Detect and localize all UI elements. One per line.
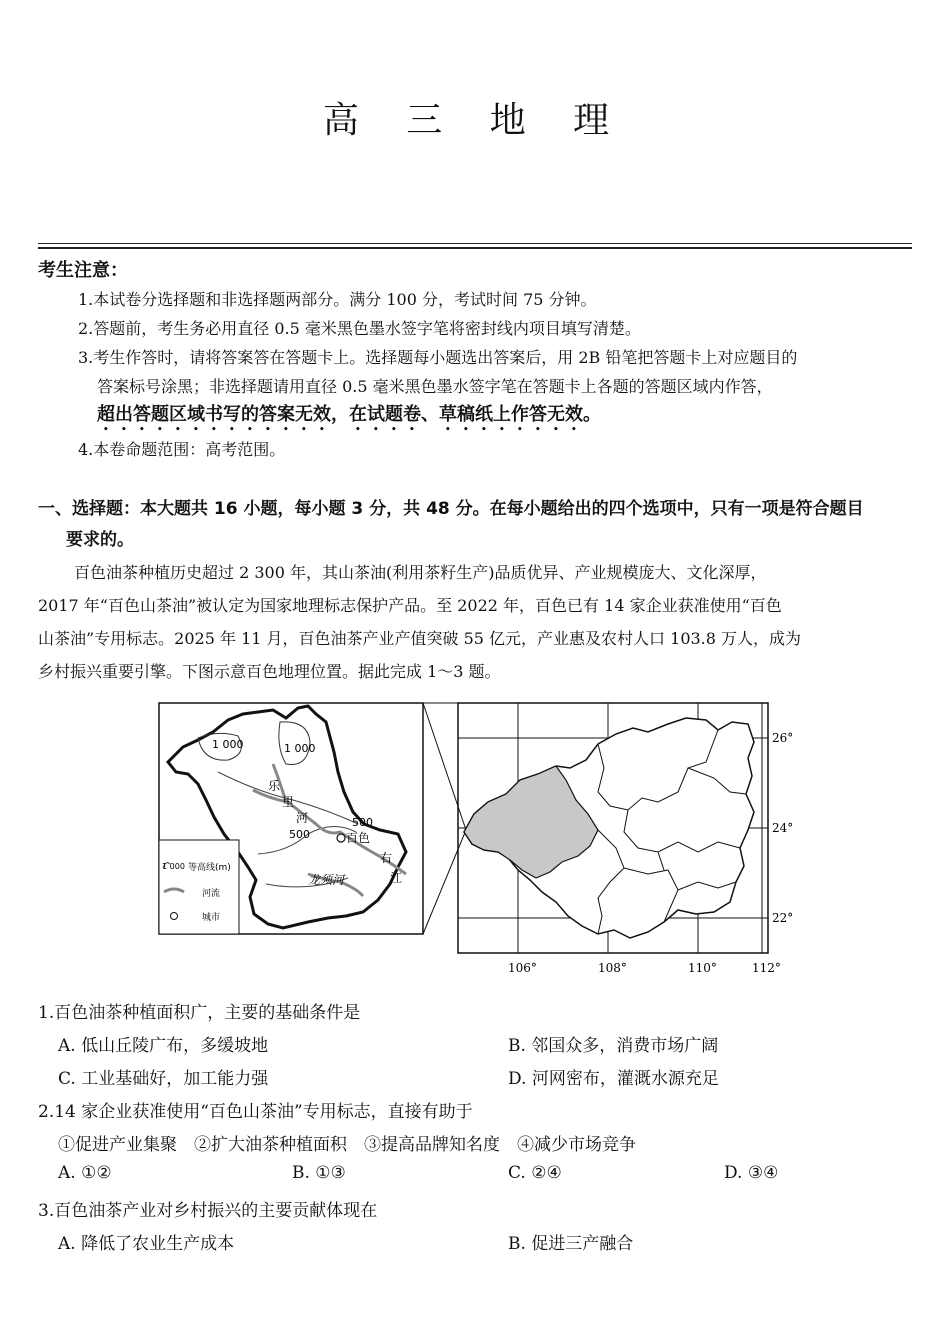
header-rule-thin [38, 243, 912, 244]
lon-label: 106° [508, 961, 537, 975]
city-marker-baise [337, 834, 345, 842]
notice-item-2: 2.答题前，考生务必用直径 0.5 毫米黑色墨水签字笔将密封线内项目填写清楚。 [78, 319, 641, 338]
notice-item-3-emphasis: 超出答题区域书写的答案无效，在试题卷、草稿纸上作答无效。 [97, 404, 601, 425]
question-1-option-c[interactable]: C. 工业基础好，加工能力强 [58, 1069, 269, 1089]
question-2-option-a[interactable]: A. ①② [58, 1163, 112, 1183]
notice-item-3-cont: 答案标号涂黑；非选择题请用直径 0.5 毫米黑色墨水签字笔在答题卡上各题的答题区域内作答， [97, 377, 773, 396]
question-1-option-d[interactable]: D. 河网密布，灌溉水源充足 [508, 1069, 719, 1089]
header-rule-thick [38, 247, 912, 249]
city-label: 百色 [346, 831, 371, 845]
question-2-stem: 2.14 家企业获准使用“百色山茶油”专用标志，直接有助于 [38, 1102, 473, 1122]
lon-label: 108° [598, 961, 627, 975]
question-1-stem: 1.百色油茶种植面积广，主要的基础条件是 [38, 1003, 361, 1023]
baise-location-map [158, 702, 794, 980]
question-1-option-b[interactable]: B. 邻国众多，消费市场广阔 [508, 1036, 719, 1056]
legend-river-label: 河流 [202, 889, 221, 899]
notice-heading: 考生注意： [38, 260, 128, 281]
legend-city-label: 城市 [202, 913, 221, 923]
question-2-option-c[interactable]: C. ②④ [508, 1163, 562, 1183]
passage-line-2: 2017 年“百色山茶油”被认定为国家地理标志保护产品。至 2022 年，百色已有 14 家企业获准使用“百色 [38, 596, 782, 615]
passage-line-1: 百色油茶种植历史超过 2 300 年，其山茶油(利用茶籽生产)品质优异、产业规模庞大、文化深厚， [74, 563, 767, 582]
lon-label: 110° [688, 961, 717, 975]
lon-label: 112° [752, 961, 781, 975]
lat-label: 22° [772, 911, 794, 925]
notice-item-3: 3.考生作答时，请将答案答在答题卡上。选择题每小题选出答案后，用 2B 铅笔把答题卡上对应题目的 [78, 348, 798, 367]
question-3-stem: 3.百色油茶产业对乡村振兴的主要贡献体现在 [38, 1201, 378, 1221]
lat-label: 24° [772, 821, 794, 835]
section-heading-line1: 一、选择题：本大题共 16 小题，每小题 3 分，共 48 分。在每小题给出的四个选项中，只有一项是符合题目 [38, 499, 864, 519]
legend-contour-label: 等高线(m) [188, 863, 231, 873]
river-label: 乐 [268, 779, 281, 793]
question-2-option-b[interactable]: B. ①③ [292, 1163, 346, 1183]
contour-label: 500 [289, 828, 310, 841]
river-label: 河 [296, 811, 309, 825]
legend-contour-num: 1 000 [162, 862, 185, 871]
river-label: 里 [282, 795, 295, 809]
notice-item-4: 4.本卷命题范围：高考范围。 [78, 440, 286, 459]
page-title: 高 三 地 理 [322, 100, 628, 141]
contour-label: 500 [352, 816, 373, 829]
connector-line [423, 703, 466, 830]
river-label: 龙须河 [308, 873, 345, 887]
question-2-items: ①促进产业集聚 ②扩大油茶种植面积 ③提高品牌知名度 ④减少市场竞争 [58, 1135, 636, 1155]
question-2-option-d[interactable]: D. ③④ [724, 1163, 779, 1183]
contour-label: 1 000 [212, 738, 244, 751]
section-heading-line2: 要求的。 [66, 530, 134, 550]
river-label: 江 [390, 871, 403, 885]
question-3-option-a[interactable]: A. 降低了农业生产成本 [58, 1234, 235, 1254]
contour-label: 1 000 [284, 742, 316, 755]
passage-line-4: 乡村振兴重要引擎。下图示意百色地理位置。据此完成 1～3 题。 [38, 662, 501, 681]
passage-line-3: 山茶油”专用标志。2025 年 11 月，百色油茶产业产值突破 55 亿元，产业惠及农村人口 103.8 万人，成为 [38, 629, 802, 648]
notice-item-1: 1.本试卷分选择题和非选择题两部分。满分 100 分，考试时间 75 分钟。 [78, 290, 597, 309]
question-3-option-b[interactable]: B. 促进三产融合 [508, 1234, 634, 1254]
legend-city-symbol [171, 913, 178, 920]
legend-box [159, 840, 239, 934]
question-1-option-a[interactable]: A. 低山丘陵广布，多缓坡地 [58, 1036, 269, 1056]
river-label: 右 [380, 851, 393, 865]
lat-label: 26° [772, 731, 794, 745]
